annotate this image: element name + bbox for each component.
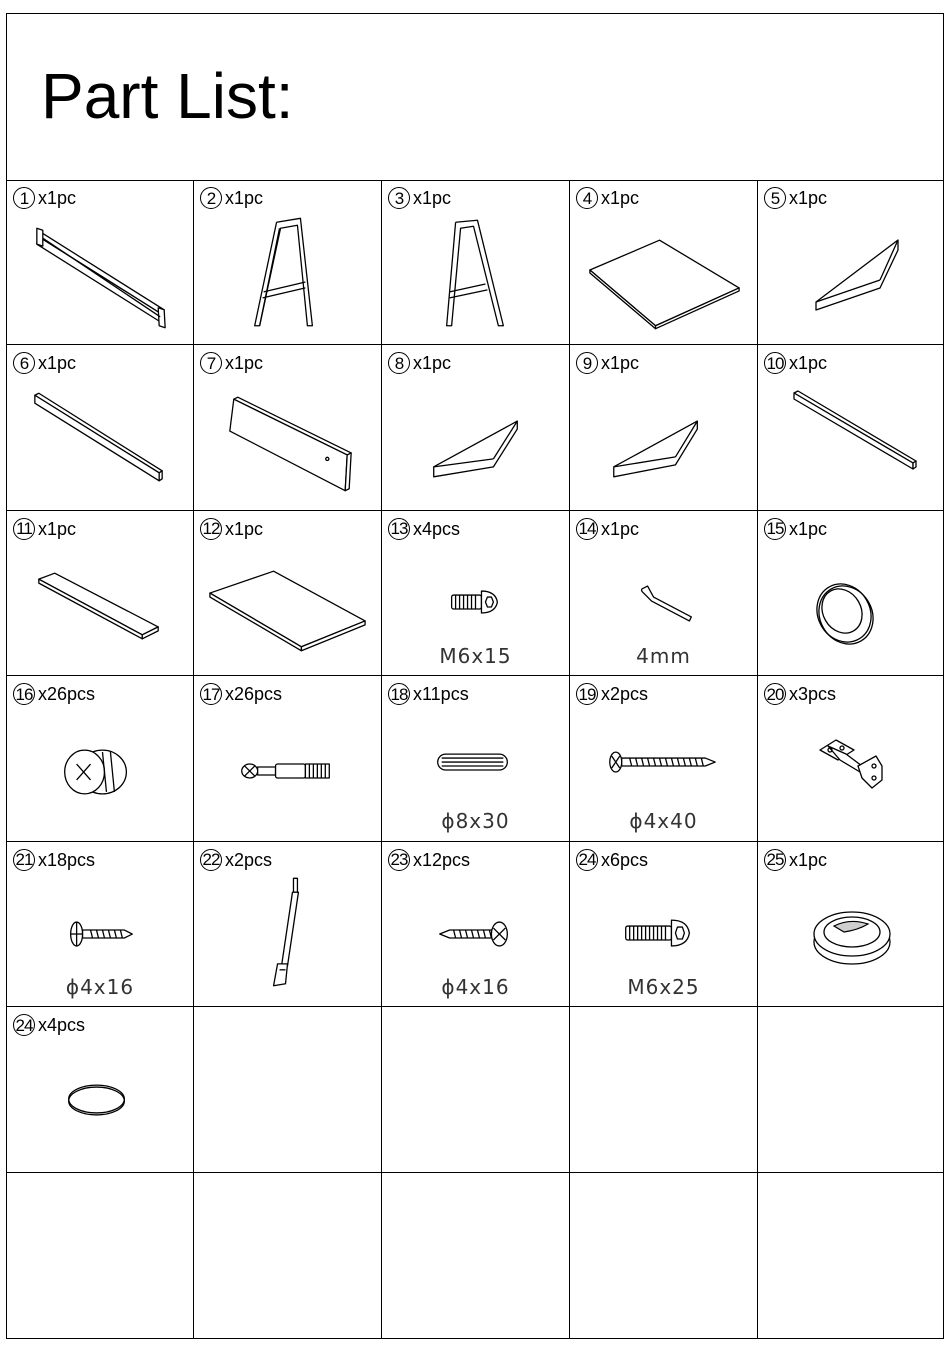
part-number: 11 <box>13 518 35 540</box>
cable-grommet-icon <box>758 872 943 1002</box>
part-number: 16 <box>13 683 35 705</box>
gas-strut-icon <box>194 872 381 1002</box>
part-quantity: x6pcs <box>601 849 649 870</box>
part-number: 19 <box>576 683 598 705</box>
part-cell <box>758 676 943 841</box>
part-quantity: x1pc <box>601 518 640 539</box>
part-cell <box>7 676 194 841</box>
part-cell <box>194 345 382 510</box>
long-strip-icon <box>7 375 193 505</box>
empty-cell <box>570 1173 758 1338</box>
parts-grid <box>7 180 943 1338</box>
part-number: 8 <box>388 352 410 374</box>
part-cell <box>758 180 943 345</box>
part-dimension: ϕ4x16 <box>65 974 135 999</box>
part-quantity: x4pcs <box>413 518 461 539</box>
empty-cell <box>194 1173 382 1338</box>
part-cell <box>570 511 758 676</box>
part-quantity: x26pcs <box>38 684 96 705</box>
part-cell <box>382 676 570 841</box>
part-number: 1 <box>13 187 35 209</box>
part-quantity: x2pcs <box>225 849 273 870</box>
part-dimension: ϕ4x40 <box>629 809 698 834</box>
part-cell <box>758 511 943 676</box>
part-number: 5 <box>764 187 786 209</box>
part-number: 18 <box>388 683 410 705</box>
part-cell <box>570 842 758 1007</box>
empty-cell <box>758 1173 943 1338</box>
part-quantity: x1pc <box>789 188 828 208</box>
part-number: 23 <box>388 849 410 871</box>
part-number: 17 <box>200 683 222 705</box>
part-cell <box>758 842 943 1007</box>
part-dimension: ϕ8x30 <box>441 809 510 834</box>
part-dimension: M6x15 <box>439 643 512 668</box>
part-number: 10 <box>764 352 786 374</box>
triangle-shelf-icon <box>570 375 757 505</box>
part-cell <box>194 676 382 841</box>
part-quantity: x3pcs <box>789 684 837 705</box>
part-cell <box>7 511 194 676</box>
part-number: 7 <box>200 352 222 374</box>
part-cell <box>7 842 194 1007</box>
part-number: 20 <box>764 683 786 705</box>
part-quantity: x1pc <box>789 353 828 374</box>
part-cell <box>570 676 758 841</box>
part-cell <box>194 511 382 676</box>
part-number: 24 <box>13 1014 35 1036</box>
cam-bolt-icon <box>194 706 381 836</box>
part-quantity: x1pc <box>413 188 452 208</box>
part-number: 14 <box>576 518 598 540</box>
part-quantity: x12pcs <box>413 849 471 870</box>
part-dimension: M6x25 <box>627 974 700 999</box>
felt-pad-icon <box>7 1037 193 1167</box>
part-cell <box>7 1007 194 1172</box>
desktop-panel-icon <box>570 210 757 340</box>
part-cell <box>7 345 194 510</box>
part-list-sheet <box>6 13 944 1339</box>
title-box <box>7 14 943 181</box>
part-number: 25 <box>764 849 786 871</box>
part-number: 9 <box>576 352 598 374</box>
part-quantity: x1pc <box>789 518 828 539</box>
triangle-shelf-icon <box>382 375 569 505</box>
part-cell <box>382 180 570 345</box>
grommet-ring-icon <box>758 541 943 671</box>
part-quantity: x1pc <box>789 849 828 870</box>
part-number: 21 <box>13 849 35 871</box>
narrow-board-icon <box>7 541 193 671</box>
part-cell <box>194 842 382 1007</box>
part-number: 3 <box>388 187 410 209</box>
a-frame-leg-icon <box>194 210 381 340</box>
part-number: 2 <box>200 187 222 209</box>
part-cell <box>382 345 570 510</box>
part-number: 15 <box>764 518 786 540</box>
long-strip-icon <box>758 375 943 505</box>
part-quantity: x2pcs <box>601 684 649 705</box>
part-number: 13 <box>388 518 410 540</box>
part-number: 12 <box>200 518 222 540</box>
empty-cell <box>194 1007 382 1172</box>
part-quantity: x1pc <box>38 188 77 208</box>
part-quantity: x1pc <box>601 353 640 374</box>
page-title: Part List: <box>41 60 294 132</box>
part-quantity: x1pc <box>601 188 640 208</box>
frame-rail-icon <box>7 210 193 340</box>
empty-cell <box>382 1007 570 1172</box>
triangle-shelf-icon <box>758 210 943 340</box>
part-quantity: x26pcs <box>225 684 283 705</box>
empty-cell <box>570 1007 758 1172</box>
part-cell <box>570 180 758 345</box>
part-quantity: x1pc <box>413 353 452 374</box>
part-cell <box>382 511 570 676</box>
part-number: 24 <box>576 849 598 871</box>
empty-cell <box>7 1173 194 1338</box>
empty-cell <box>758 1007 943 1172</box>
part-quantity: x1pc <box>38 518 77 539</box>
shelf-panel-icon <box>194 541 381 671</box>
part-quantity: x18pcs <box>38 849 96 870</box>
part-cell <box>7 180 194 345</box>
part-dimension: ϕ4x16 <box>441 974 510 999</box>
cam-lock-icon <box>7 706 193 836</box>
part-cell <box>194 180 382 345</box>
part-cell <box>570 345 758 510</box>
part-cell <box>758 345 943 510</box>
part-number: 6 <box>13 352 35 374</box>
part-quantity: x1pc <box>225 518 264 539</box>
a-frame-leg-icon <box>382 210 569 340</box>
part-quantity: x1pc <box>38 353 77 374</box>
part-number: 22 <box>200 849 222 871</box>
part-number: 4 <box>576 187 598 209</box>
part-quantity: x11pcs <box>413 684 469 705</box>
part-quantity: x4pcs <box>38 1015 86 1036</box>
empty-cell <box>382 1173 570 1338</box>
part-quantity: x1pc <box>225 188 264 208</box>
part-dimension: 4mm <box>636 643 691 668</box>
part-quantity: x1pc <box>225 353 264 374</box>
part-cell <box>382 842 570 1007</box>
hinge-icon <box>758 706 943 836</box>
back-panel-icon <box>194 375 381 505</box>
